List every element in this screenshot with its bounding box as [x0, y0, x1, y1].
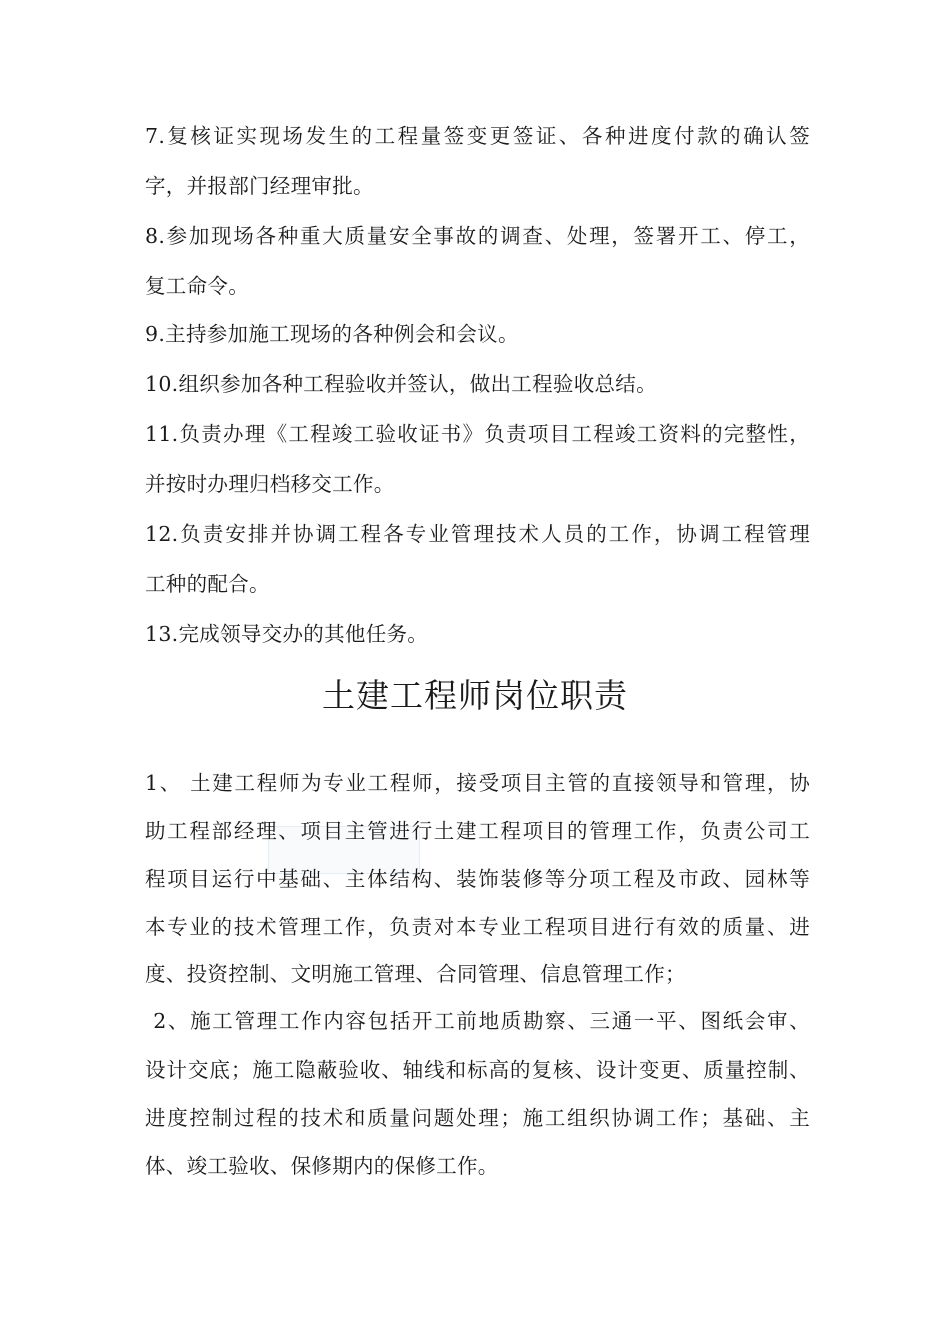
text-line: 13.完成领导交办的其他任务。	[145, 622, 429, 646]
text-line: 2、施工管理工作内容包括开工前地质勘察、三通一平、图纸会审、	[145, 1009, 810, 1033]
text-line: 11.负责办理《工程竣工验收证书》负责项目工程竣工资料的完整性，	[145, 422, 810, 446]
text-line: 7.复核证实现场发生的工程量签变更签证、各种进度付款的确认签	[145, 124, 810, 148]
text-line: 9.主持参加施工现场的各种例会和会议。	[145, 322, 519, 346]
text-line: 字，并报部门经理审批。	[145, 174, 374, 198]
text-line: 设计交底；施工隐蔽验收、轴线和标高的复核、设计变更、质量控制、	[145, 1058, 810, 1082]
section-title: 土建工程师岗位职责	[322, 676, 628, 715]
text-line: 程项目运行中基础、主体结构、装饰装修等分项工程及市政、园林等	[145, 867, 810, 891]
text-line: 1、 土建工程师为专业工程师，接受项目主管的直接领导和管理，协	[145, 771, 810, 795]
text-line: 工种的配合。	[145, 572, 270, 596]
text-line: 体、竣工验收、保修期内的保修工作。	[145, 1154, 499, 1178]
text-line: 并按时办理归档移交工作。	[145, 472, 395, 496]
text-line: 复工命令。	[145, 274, 249, 298]
text-line: 助工程部经理、项目主管进行土建工程项目的管理工作，负责公司工	[145, 819, 810, 843]
text-line: 10.组织参加各种工程验收并签认，做出工程验收总结。	[145, 372, 657, 396]
text-line: 12.负责安排并协调工程各专业管理技术人员的工作，协调工程管理	[145, 522, 810, 546]
text-line: 进度控制过程的技术和质量问题处理；施工组织协调工作；基础、主	[145, 1106, 810, 1130]
text-line: 本专业的技术管理工作，负责对本专业工程项目进行有效的质量、进	[145, 915, 810, 939]
text-line: 8.参加现场各种重大质量安全事故的调查、处理，签署开工、停工，	[145, 224, 810, 248]
text-line: 度、投资控制、文明施工管理、合同管理、信息管理工作；	[145, 962, 686, 986]
